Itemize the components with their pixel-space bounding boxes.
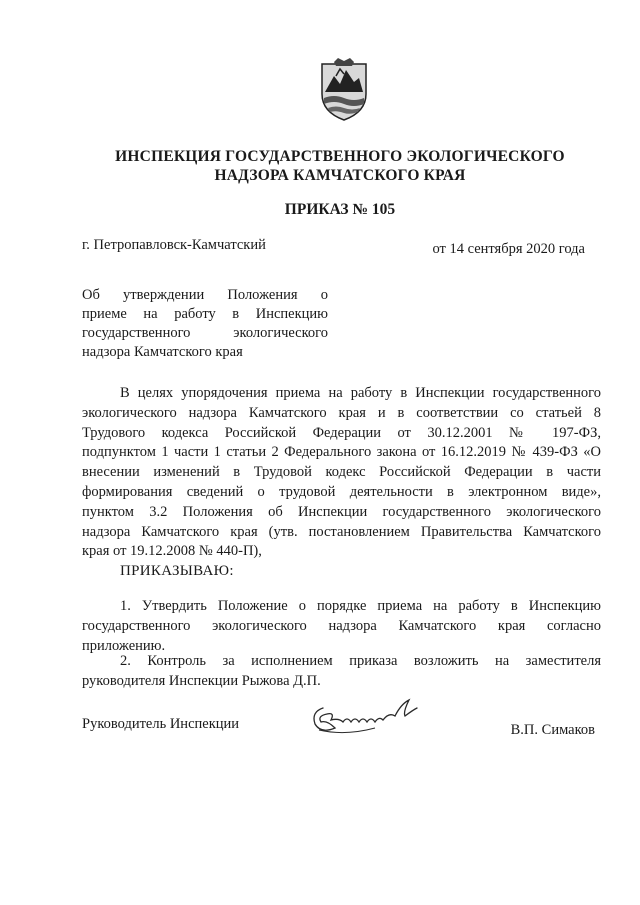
preamble-line: экологического надзора Камчатского края и в соответствии со статьей 8	[82, 404, 601, 421]
item-line: государственного экологического надзора Камчатского края согласно	[82, 617, 601, 634]
subject-line: надзора Камчатского края	[82, 344, 243, 360]
preamble-line: подпунктом 1 части 1 статьи 2 Федерального закона от 16.12.2019 № 439-ФЗ «О	[82, 444, 601, 461]
organization-line-2: НАДЗОРА КАМЧАТСКОГО КРАЯ	[214, 167, 466, 184]
coat-of-arms-icon	[314, 58, 374, 122]
command-heading: ПРИКАЗЫВАЮ:	[120, 563, 234, 579]
order-item-1	[82, 597, 601, 656]
item-line: 1. Утвердить Положение о порядке приема на работу в Инспекцию	[120, 598, 601, 614]
preamble-line: надзора Камчатского края (утв. постановлением Правительства Камчатского	[82, 523, 601, 540]
preamble-line: внесении изменений в Трудовой кодекс Российской Федерации в части	[82, 464, 601, 481]
place: г. Петропавловск-Камчатский	[82, 237, 266, 253]
preamble-line: формирования сведений о трудовой деятельности в электронном виде»,	[82, 483, 601, 500]
handwritten-signature	[305, 694, 435, 738]
preamble-line: В целях упорядочения приема на работу в Инспекции государственного	[120, 385, 601, 401]
subject-line: государственного экологического	[82, 325, 328, 341]
item-line: руководителя Инспекции Рыжова Д.П.	[82, 672, 321, 689]
order-item-2	[82, 652, 601, 692]
signer-name: В.П. Симаков	[510, 722, 595, 738]
item-line: 2. Контроль за исполнением приказа возложить на заместителя	[120, 653, 601, 669]
preamble-line: пунктом 3.2 Положения об Инспекции государственного экологического	[82, 503, 601, 520]
organization-line-1: ИНСПЕКЦИЯ ГОСУДАРСТВЕННОГО ЭКОЛОГИЧЕСКОГО	[115, 148, 565, 165]
order-date: от 14 сентября 2020 года	[432, 241, 585, 257]
organization-title	[60, 147, 620, 185]
preamble-line: Трудового кодекса Российской Федерации от 30.12.2001 № 197-ФЗ,	[82, 424, 601, 441]
preamble-paragraph	[82, 384, 601, 562]
subject-line: приеме на работу в Инспекцию	[82, 306, 328, 322]
signer-position: Руководитель Инспекции	[82, 716, 240, 732]
order-title: ПРИКАЗ № 105	[284, 201, 396, 218]
preamble-line: края от 19.12.2008 № 440-П),	[82, 543, 262, 560]
order-subject	[82, 286, 328, 362]
item-line: приложению.	[82, 637, 166, 654]
subject-line: Об утверждении Положения о	[82, 287, 328, 303]
